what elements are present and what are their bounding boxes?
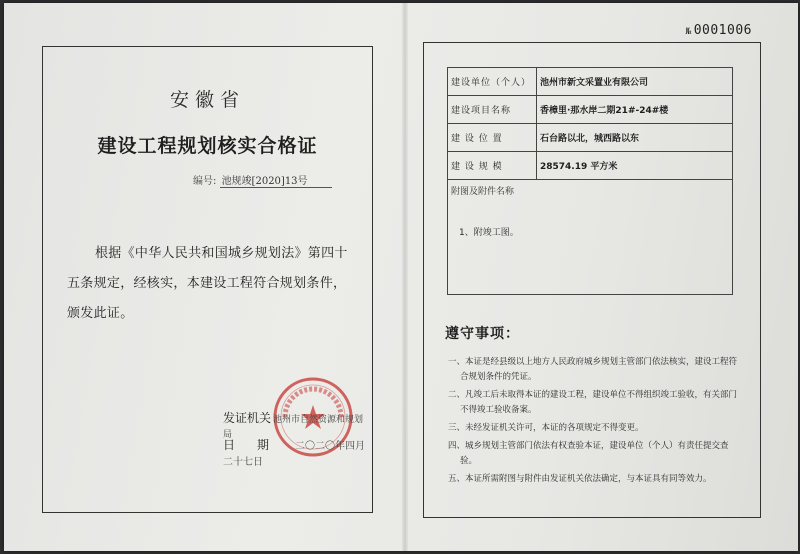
table-row (448, 68, 733, 96)
certificate-number-value: 池规竣[2020]13号 (220, 172, 332, 188)
attachment-item: 1、附竣工图。 (459, 228, 519, 238)
certificate-body-text: 根据《中华人民共和国城乡规划法》第四十五条规定，经核实，本建设工程符合规划条件，颁发此证。 (67, 246, 348, 321)
notice-title: 遵守事项： (445, 326, 520, 342)
right-panel (423, 42, 761, 518)
row-label: 建 设 规 模 (448, 152, 537, 180)
certificate-number (193, 172, 332, 188)
issuer-value: 池州市自然资源和规划局 (223, 415, 364, 440)
province-heading: 安徽省 (169, 89, 245, 111)
issue-date (223, 436, 372, 468)
certificate-sheet (4, 3, 798, 551)
serial-value: 0001006 (693, 23, 752, 38)
table-row (448, 96, 733, 124)
table-row (448, 124, 733, 152)
row-value: 石台路以北，城西路以东 (537, 124, 733, 152)
notice-item: 五、本证所需附图与附件由发证机关依法确定，与本证具有同等效力。 (448, 474, 712, 484)
issue-date-label: 日期 (223, 438, 292, 452)
row-label: 建设单位（个人） (448, 68, 537, 96)
certificate-title: 建设工程规划核实合格证 (97, 135, 318, 157)
attachments-row (448, 180, 733, 295)
row-label: 建 设 位 置 (448, 124, 537, 152)
row-label: 建设项目名称 (448, 96, 537, 124)
attachments-cell (448, 180, 733, 295)
row-value: 池州市新文采置业有限公司 (537, 68, 733, 96)
serial-number (686, 23, 752, 38)
attachments-title: 附图及附件名称 (451, 187, 515, 197)
left-panel (42, 46, 373, 513)
center-fold (402, 3, 408, 551)
notice-item: 四、城乡规划主管部门依法有权查验本证，建设单位（个人）有责任提交查验。 (448, 441, 729, 466)
row-value: 香樟里·那水岸二期21#-24#楼 (537, 96, 733, 124)
row-value: 28574.19 平方米 (537, 152, 733, 180)
notice-list (448, 355, 744, 490)
table-row (448, 152, 733, 180)
certificate-number-label: 编号: (193, 176, 217, 187)
project-info-table (447, 67, 733, 295)
issuer-label: 发证机关 (223, 411, 272, 425)
issue-date-value: 二〇二〇年四月二十七日 (223, 441, 366, 468)
notice-item: 三、未经发证机关许可，本证的各项规定不得变更。 (448, 423, 644, 433)
notice-item: 一、本证是经县级以上地方人民政府城乡规划主管部门依法核实，建设工程符合规划条件的凭证。 (448, 357, 738, 382)
serial-prefix: № (685, 27, 692, 37)
notice-item: 二、凡竣工后未取得本证的建设工程，建设单位不得组织竣工验收，有关部门不得竣工验收备案。 (448, 390, 738, 415)
